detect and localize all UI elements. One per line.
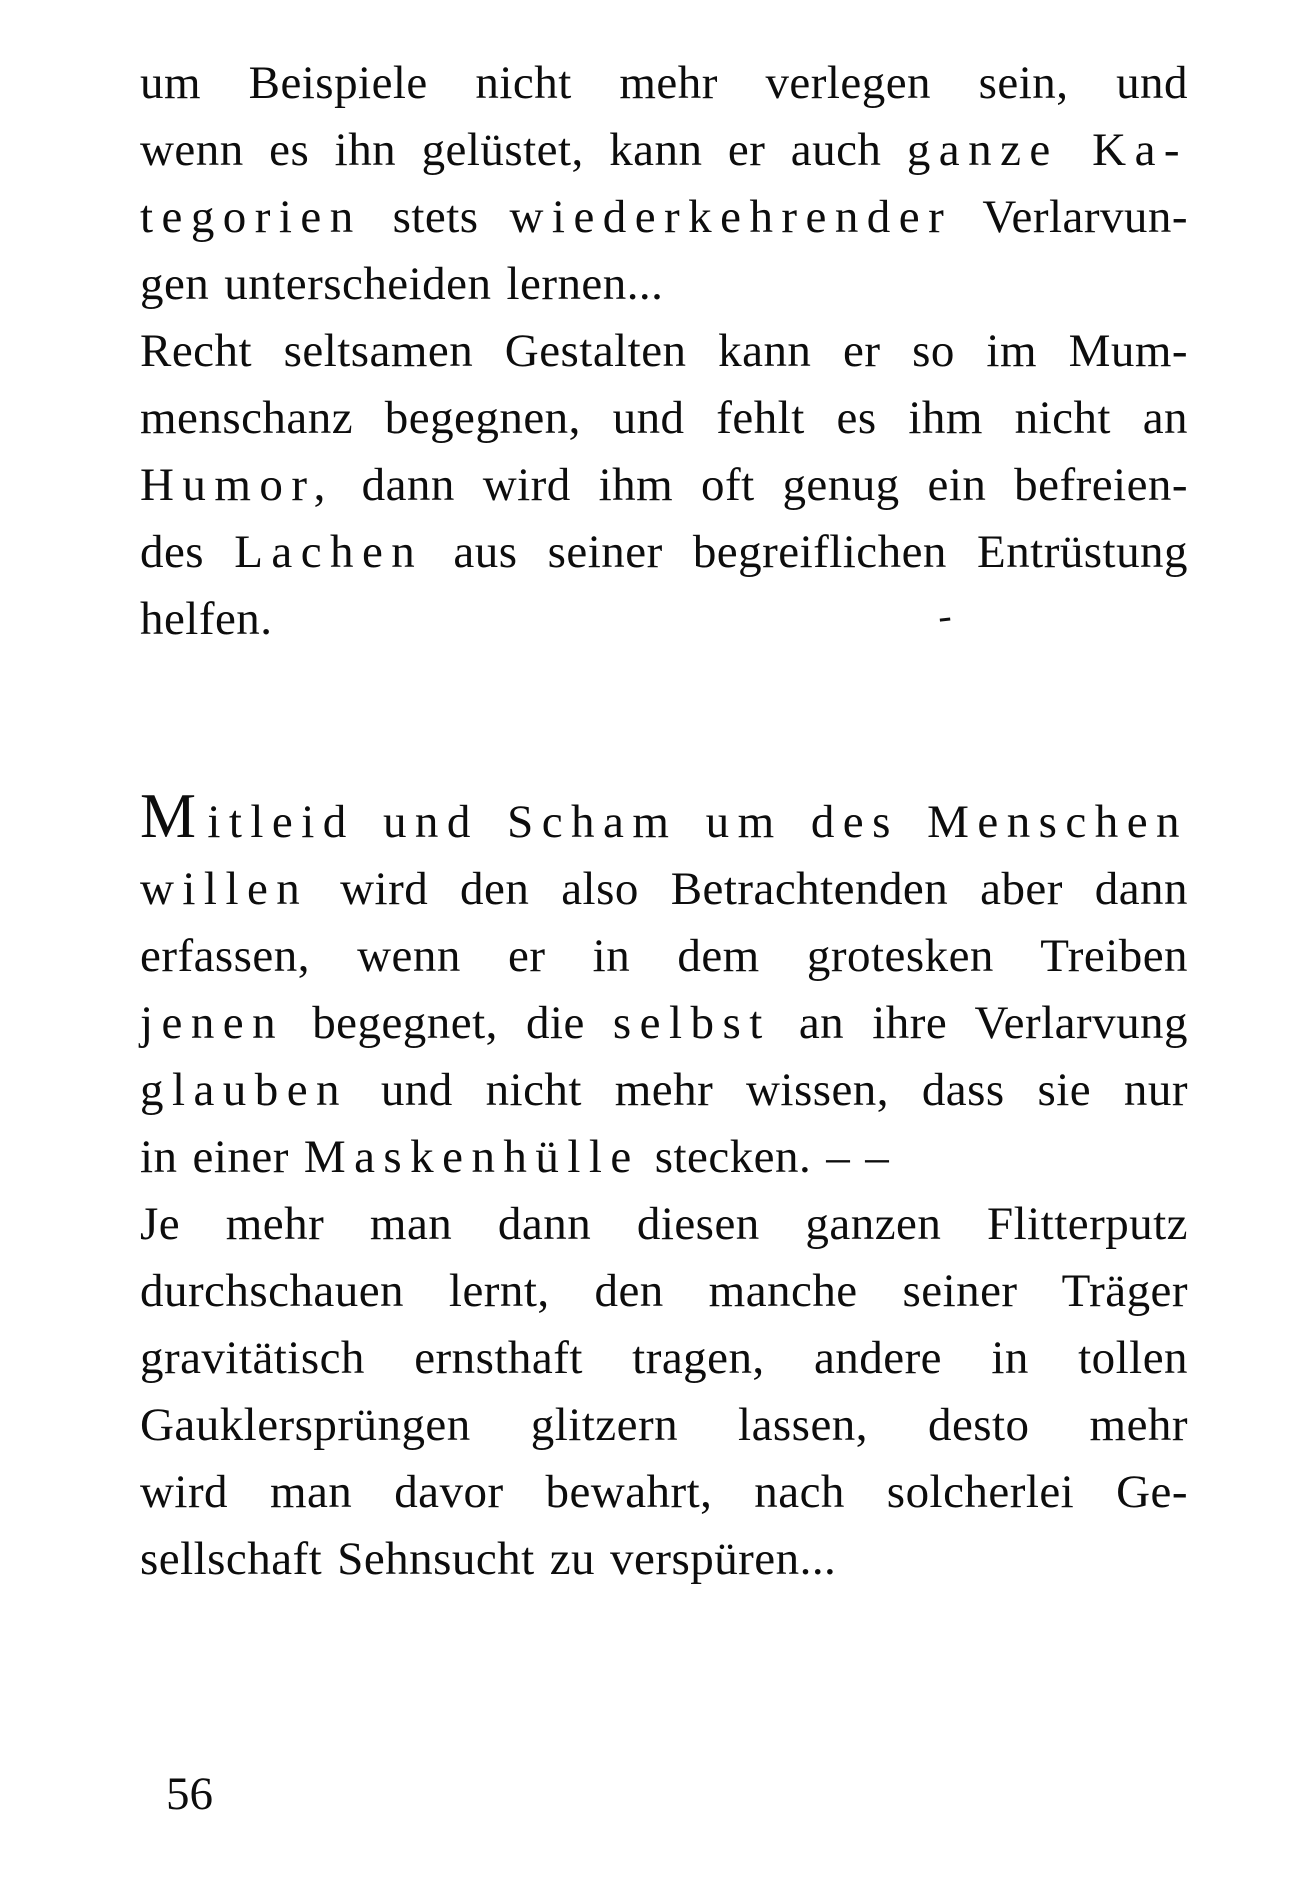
text-line — [140, 385, 1188, 452]
body-text: stecken. – – — [639, 1131, 890, 1183]
body-text: und nicht mehr wissen, dass sie nur — [348, 1064, 1188, 1116]
text-line — [140, 452, 1188, 519]
body-text: menschanz begegnen, und fehlt es ihm nicht an — [140, 392, 1188, 444]
letterspaced-text: jenen — [140, 997, 285, 1049]
text-line — [140, 586, 1188, 653]
text-line — [140, 923, 1188, 990]
body-text: durchschauen lernt, den manche seiner Träger — [140, 1265, 1188, 1317]
text-line — [140, 519, 1188, 586]
letterspaced-text: tegorien — [140, 191, 362, 243]
text-line — [140, 1124, 1188, 1191]
body-text: des — [140, 526, 235, 578]
body-text: wenn es ihn gelüstet, kann er auch — [140, 124, 907, 176]
paragraph-1 — [140, 50, 1188, 653]
stray-mark: - — [935, 592, 954, 639]
letterspaced-text: itleid und Scham um des Menschen — [207, 796, 1188, 848]
letterspaced-text: glauben — [140, 1064, 348, 1116]
letterspaced-text: Maskenhülle — [303, 1131, 640, 1183]
text-line — [140, 856, 1188, 923]
body-text: gen unterscheiden lernen... — [140, 258, 664, 310]
text-line — [140, 184, 1188, 251]
body-text: helfen. — [140, 593, 273, 645]
body-text: wird man davor bewahrt, nach solcherlei Ge- — [140, 1466, 1188, 1518]
body-text: Je mehr man dann diesen ganzen Flitterputz — [140, 1198, 1188, 1250]
body-text: erfassen, wenn er in dem grotesken Treiben — [140, 930, 1188, 982]
letterspaced-text: Humor, — [140, 459, 334, 511]
text-line — [140, 117, 1188, 184]
body-text: um Beispiele nicht mehr verlegen sein, und — [140, 57, 1188, 109]
page-number: 56 — [166, 1768, 213, 1820]
letterspaced-text: wiederkehrender — [509, 191, 953, 243]
body-text: begegnet, die — [284, 997, 613, 1049]
body-text: Recht seltsamen Gestalten kann er so im Mum- — [140, 325, 1188, 377]
letterspaced-text: selbst — [612, 997, 771, 1049]
text-line — [140, 318, 1188, 385]
text-line — [140, 781, 1188, 856]
letterspaced-text: ganze Ka- — [906, 124, 1188, 176]
text-line — [140, 1526, 1188, 1593]
body-text: aus seiner begreiflichen Entrüstung — [423, 526, 1188, 578]
body-text: sellschaft Sehnsucht zu verspüren... — [140, 1533, 837, 1585]
text-line — [140, 1258, 1188, 1325]
body-text: Verlarvun- — [952, 191, 1188, 243]
body-text: stets — [361, 191, 510, 243]
letterspaced-text: willen — [140, 863, 309, 915]
text-line — [140, 1191, 1188, 1258]
body-text: an ihre Verlarvung — [770, 997, 1188, 1049]
text-line — [140, 50, 1188, 117]
text-line — [140, 1057, 1188, 1124]
text-line — [140, 251, 1188, 318]
body-text: in einer — [140, 1131, 304, 1183]
text-line — [140, 1392, 1188, 1459]
paragraph-2 — [140, 781, 1188, 1593]
text-block — [140, 50, 1188, 1593]
body-text: dann wird ihm oft genug ein befreien- — [333, 459, 1188, 511]
text-line — [140, 1325, 1188, 1392]
body-text: Gauklersprüngen glitzern lassen, desto mehr — [140, 1399, 1188, 1451]
text-line — [140, 1459, 1188, 1526]
body-text: gravitätisch ernsthaft tragen, andere in tollen — [140, 1332, 1188, 1384]
body-text: wird den also Betrachtenden aber dann — [308, 863, 1188, 915]
letterspaced-text: M — [140, 781, 208, 851]
text-line — [140, 990, 1188, 1057]
letterspaced-text: Lachen — [234, 526, 424, 578]
